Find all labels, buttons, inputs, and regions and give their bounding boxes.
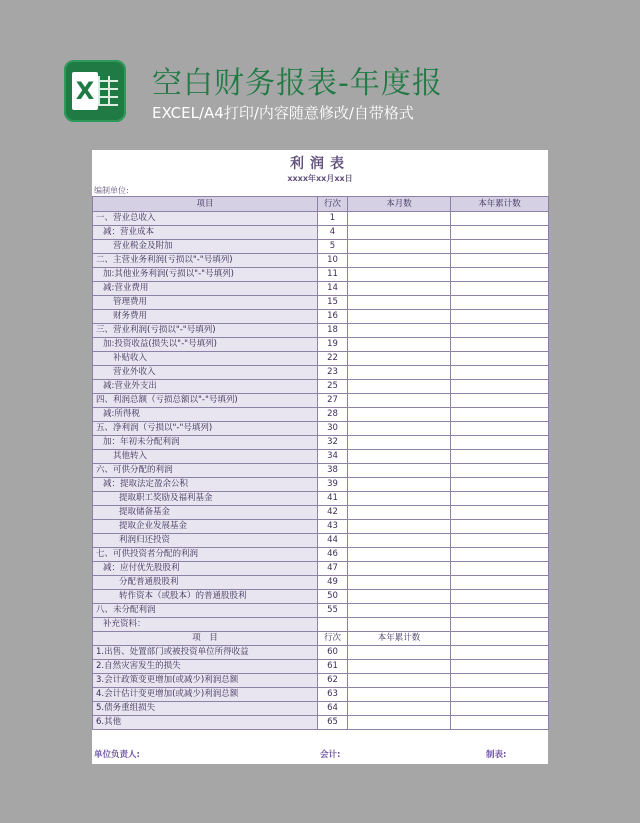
row-item-label: 营业税金及附加 [93, 240, 318, 254]
row-ytd-value-cell[interactable] [451, 492, 549, 506]
row-month-value-cell[interactable] [348, 436, 451, 450]
row-ytd-value-cell[interactable] [451, 436, 549, 450]
row-line-number: 1 [318, 212, 348, 226]
row-month-value-cell[interactable] [348, 296, 451, 310]
row-month-value-cell[interactable] [348, 464, 451, 478]
row-ytd-value-cell[interactable] [451, 352, 549, 366]
supplement-row [93, 646, 549, 660]
row-line-number: 19 [318, 338, 348, 352]
row-ytd-value-cell[interactable] [451, 450, 549, 464]
row-line-number: 16 [318, 310, 348, 324]
row-line-number [318, 618, 348, 632]
row-item-label: 其他转入 [93, 450, 318, 464]
row-item-label: 四、利润总额（亏损总额以"-"号填列) [93, 394, 318, 408]
supplement-ytd-value-cell[interactable] [348, 674, 451, 688]
supplement-row [93, 674, 549, 688]
row-ytd-value-cell[interactable] [451, 394, 549, 408]
row-item-label: 提取企业发展基金 [93, 520, 318, 534]
row-line-number: 23 [318, 366, 348, 380]
row-ytd-value-cell[interactable] [451, 282, 549, 296]
row-month-value-cell[interactable] [348, 618, 451, 632]
row-ytd-value-cell[interactable] [451, 464, 549, 478]
supplement-line-number: 65 [318, 716, 348, 730]
supplement-extra-cell[interactable] [451, 674, 549, 688]
table-row [93, 548, 549, 562]
row-item-label: 六、可供分配的利润 [93, 464, 318, 478]
row-ytd-value-cell[interactable] [451, 310, 549, 324]
table-row [93, 520, 549, 534]
table-row [93, 590, 549, 604]
row-item-label: 补充资料： [93, 618, 318, 632]
supplement-header-item: 项 目 [93, 632, 318, 646]
supplement-header-row [93, 632, 549, 646]
footer-preparer-label: 制表: [486, 750, 507, 760]
row-ytd-value-cell[interactable] [451, 618, 549, 632]
table-row [93, 394, 549, 408]
row-ytd-value-cell[interactable] [451, 254, 549, 268]
column-header-ytd: 本年累计数 [451, 197, 549, 212]
supplement-line-number: 62 [318, 674, 348, 688]
table-row [93, 562, 549, 576]
row-line-number: 41 [318, 492, 348, 506]
row-item-label: 七、可供投资者分配的利润 [93, 548, 318, 562]
table-row [93, 618, 549, 632]
row-line-number: 22 [318, 352, 348, 366]
row-line-number: 14 [318, 282, 348, 296]
row-month-value-cell[interactable] [348, 324, 451, 338]
row-ytd-value-cell[interactable] [451, 548, 549, 562]
row-line-number: 30 [318, 422, 348, 436]
row-month-value-cell[interactable] [348, 478, 451, 492]
row-line-number: 44 [318, 534, 348, 548]
supplement-extra-cell[interactable] [451, 646, 549, 660]
row-item-label: 补贴收入 [93, 352, 318, 366]
row-item-label: 营业外收入 [93, 366, 318, 380]
row-month-value-cell[interactable] [348, 534, 451, 548]
table-row [93, 310, 549, 324]
table-row [93, 422, 549, 436]
row-ytd-value-cell[interactable] [451, 324, 549, 338]
page-subtitle: EXCEL/A4打印/内容随意修改/自带格式 [152, 104, 414, 122]
row-line-number: 47 [318, 562, 348, 576]
row-line-number: 28 [318, 408, 348, 422]
row-line-number: 39 [318, 478, 348, 492]
table-row [93, 380, 549, 394]
table-row [93, 464, 549, 478]
row-month-value-cell[interactable] [348, 450, 451, 464]
row-line-number: 5 [318, 240, 348, 254]
row-ytd-value-cell[interactable] [451, 226, 549, 240]
supplement-header-line: 行次 [318, 632, 348, 646]
supplement-ytd-value-cell[interactable] [348, 688, 451, 702]
row-line-number: 50 [318, 590, 348, 604]
table-row [93, 324, 549, 338]
table-row [93, 254, 549, 268]
signature-footer [92, 748, 548, 762]
supplement-extra-cell[interactable] [451, 688, 549, 702]
table-row [93, 296, 549, 310]
row-ytd-value-cell[interactable] [451, 506, 549, 520]
row-month-value-cell[interactable] [348, 380, 451, 394]
excel-x-glyph: X [72, 72, 98, 110]
row-month-value-cell[interactable] [348, 576, 451, 590]
row-month-value-cell[interactable] [348, 366, 451, 380]
row-item-label: 提取职工奖励及福利基金 [93, 492, 318, 506]
row-month-value-cell[interactable] [348, 422, 451, 436]
supplement-line-number: 64 [318, 702, 348, 716]
table-row [93, 450, 549, 464]
supplement-extra-cell[interactable] [451, 716, 549, 730]
row-month-value-cell[interactable] [348, 408, 451, 422]
row-month-value-cell[interactable] [348, 240, 451, 254]
supplement-line-number: 61 [318, 660, 348, 674]
table-row [93, 436, 549, 450]
prepared-by-unit-label: 编制单位: [94, 186, 129, 195]
table-row [93, 408, 549, 422]
row-ytd-value-cell[interactable] [451, 534, 549, 548]
table-row [93, 240, 549, 254]
row-item-label: 转作资本（或股本）的普通股股利 [93, 590, 318, 604]
row-item-label: 提取储备基金 [93, 506, 318, 520]
table-row [93, 478, 549, 492]
row-month-value-cell[interactable] [348, 506, 451, 520]
row-item-label: 减：提取法定盈余公积 [93, 478, 318, 492]
row-month-value-cell[interactable] [348, 268, 451, 282]
row-month-value-cell[interactable] [348, 394, 451, 408]
supplement-row [93, 688, 549, 702]
table-row [93, 534, 549, 548]
income-statement-table [92, 196, 549, 730]
row-line-number: 32 [318, 436, 348, 450]
supplement-item-label: 1.出售、处置部门或被投资单位所得收益 [93, 646, 318, 660]
row-item-label: 一、营业总收入 [93, 212, 318, 226]
row-month-value-cell[interactable] [348, 338, 451, 352]
table-row [93, 226, 549, 240]
supplement-ytd-value-cell[interactable] [348, 716, 451, 730]
row-ytd-value-cell[interactable] [451, 520, 549, 534]
row-line-number: 38 [318, 464, 348, 478]
row-month-value-cell[interactable] [348, 282, 451, 296]
sheet-date: xxxx年xx月xx日 [287, 174, 353, 183]
row-ytd-value-cell[interactable] [451, 576, 549, 590]
row-month-value-cell[interactable] [348, 310, 451, 324]
row-month-value-cell[interactable] [348, 352, 451, 366]
supplement-ytd-value-cell[interactable] [348, 646, 451, 660]
supplement-item-label: 2.自然灾害发生的损失 [93, 660, 318, 674]
supplement-item-label: 3.会计政策变更增加(或减少)利润总额 [93, 674, 318, 688]
row-line-number: 11 [318, 268, 348, 282]
row-line-number: 43 [318, 520, 348, 534]
supplement-header-empty [451, 632, 549, 646]
row-ytd-value-cell[interactable] [451, 380, 549, 394]
supplement-row [93, 702, 549, 716]
table-row [93, 282, 549, 296]
supplement-extra-cell[interactable] [451, 660, 549, 674]
row-ytd-value-cell[interactable] [451, 268, 549, 282]
row-item-label: 加:其他业务利润(亏损以"-"号填列) [93, 268, 318, 282]
row-month-value-cell[interactable] [348, 212, 451, 226]
row-ytd-value-cell[interactable] [451, 408, 549, 422]
row-line-number: 27 [318, 394, 348, 408]
row-line-number: 49 [318, 576, 348, 590]
row-line-number: 4 [318, 226, 348, 240]
row-month-value-cell[interactable] [348, 254, 451, 268]
page-header [0, 0, 640, 140]
row-month-value-cell[interactable] [348, 226, 451, 240]
row-ytd-value-cell[interactable] [451, 212, 549, 226]
page-title: 空白财务报表-年度报 [152, 66, 443, 101]
table-row [93, 268, 549, 282]
row-ytd-value-cell[interactable] [451, 366, 549, 380]
sheet-title: 利润表 [290, 156, 350, 172]
row-ytd-value-cell[interactable] [451, 562, 549, 576]
row-line-number: 55 [318, 604, 348, 618]
row-item-label: 减:营业费用 [93, 282, 318, 296]
row-line-number: 34 [318, 450, 348, 464]
row-item-label: 减：营业成本 [93, 226, 318, 240]
row-ytd-value-cell[interactable] [451, 296, 549, 310]
footer-head-label: 单位负责人: [94, 750, 140, 760]
row-month-value-cell[interactable] [348, 520, 451, 534]
supplement-item-label: 6.其他 [93, 716, 318, 730]
row-item-label: 二、主营业务利润(亏损以"-"号填列) [93, 254, 318, 268]
table-row [93, 212, 549, 226]
footer-accountant-label: 会计: [320, 750, 341, 760]
row-line-number: 18 [318, 324, 348, 338]
row-line-number: 42 [318, 506, 348, 520]
row-item-label: 五、净利润（亏损以"-"号填列) [93, 422, 318, 436]
column-header-item: 项目 [93, 197, 318, 212]
column-header-month: 本月数 [348, 197, 451, 212]
row-month-value-cell[interactable] [348, 604, 451, 618]
row-ytd-value-cell[interactable] [451, 338, 549, 352]
row-line-number: 25 [318, 380, 348, 394]
supplement-row [93, 660, 549, 674]
table-row [93, 338, 549, 352]
table-row [93, 366, 549, 380]
table-row [93, 506, 549, 520]
row-item-label: 减：应付优先股股利 [93, 562, 318, 576]
row-item-label: 利润归还投资 [93, 534, 318, 548]
row-month-value-cell[interactable] [348, 548, 451, 562]
table-row [93, 492, 549, 506]
row-item-label: 减:所得税 [93, 408, 318, 422]
supplement-item-label: 4.会计估计变更增加(或减少)利润总额 [93, 688, 318, 702]
table-row [93, 604, 549, 618]
row-item-label: 分配普通股股利 [93, 576, 318, 590]
row-line-number: 10 [318, 254, 348, 268]
row-ytd-value-cell[interactable] [451, 478, 549, 492]
row-ytd-value-cell[interactable] [451, 240, 549, 254]
column-header-line: 行次 [318, 197, 348, 212]
row-item-label: 减:营业外支出 [93, 380, 318, 394]
supplement-ytd-value-cell[interactable] [348, 702, 451, 716]
row-line-number: 15 [318, 296, 348, 310]
supplement-line-number: 60 [318, 646, 348, 660]
supplement-ytd-value-cell[interactable] [348, 660, 451, 674]
row-item-label: 三、营业利润(亏损以"-"号填列) [93, 324, 318, 338]
row-item-label: 加：年初未分配利润 [93, 436, 318, 450]
supplement-row [93, 716, 549, 730]
table-row [93, 576, 549, 590]
row-line-number: 46 [318, 548, 348, 562]
row-ytd-value-cell[interactable] [451, 590, 549, 604]
income-statement-sheet [92, 150, 548, 764]
row-ytd-value-cell[interactable] [451, 604, 549, 618]
excel-grid-glyph [98, 76, 118, 106]
row-month-value-cell[interactable] [348, 590, 451, 604]
row-month-value-cell[interactable] [348, 562, 451, 576]
table-row [93, 352, 549, 366]
row-month-value-cell[interactable] [348, 492, 451, 506]
table-header-row [93, 197, 549, 212]
excel-icon [64, 60, 126, 122]
supplement-extra-cell[interactable] [451, 702, 549, 716]
supplement-line-number: 63 [318, 688, 348, 702]
supplement-header-ytd: 本年累计数 [348, 632, 451, 646]
row-item-label: 财务费用 [93, 310, 318, 324]
row-ytd-value-cell[interactable] [451, 422, 549, 436]
row-item-label: 管理费用 [93, 296, 318, 310]
row-item-label: 加:投资收益(损失以"-"号填列) [93, 338, 318, 352]
row-item-label: 八、未分配利润 [93, 604, 318, 618]
supplement-item-label: 5.债务重组损失 [93, 702, 318, 716]
